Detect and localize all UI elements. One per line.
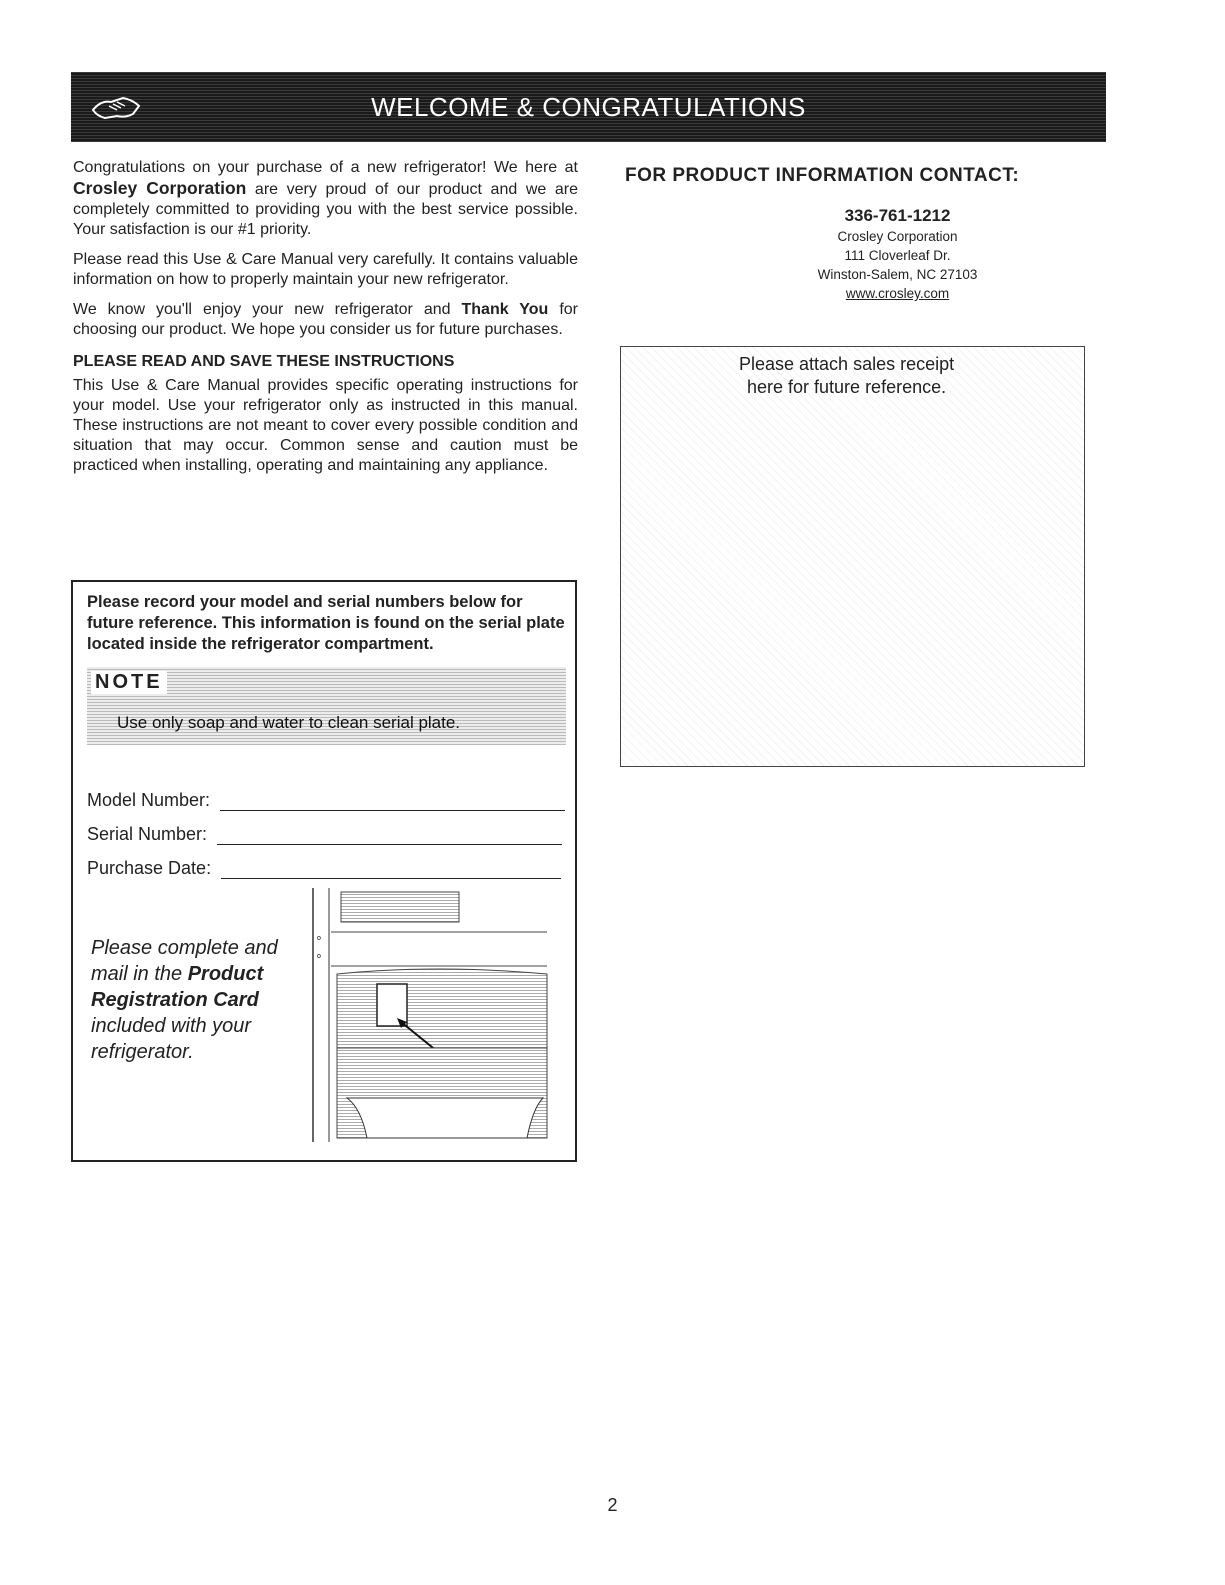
intro-paragraph-1 xyxy=(73,158,578,240)
page-title: WELCOME & CONGRATULATIONS xyxy=(371,92,806,122)
instructions-body: This Use & Care Manual provides specific operating instructions for your model. Use your refrigerator only as instructed in this manual. These instructions are not meant to cover every possible condition and situation that may occur. Common sense and caution must be practiced when installing, operating and maintaining any appliance. xyxy=(73,377,578,474)
serial-number-label: Serial Number: xyxy=(87,824,208,844)
intro-text: are very proud of our product and we are completely committed to providing you with the best service possible. Your satisfaction is our #1 priority. xyxy=(73,181,578,238)
record-box xyxy=(71,580,577,1162)
contact-street: 111 Cloverleaf Dr. xyxy=(844,248,951,263)
note-text: Use only soap and water to clean serial plate. xyxy=(117,713,461,732)
thank-you-text: Thank You xyxy=(461,301,549,318)
purchase-date-line[interactable] xyxy=(221,860,561,879)
registration-text-a: Please complete and mail in the xyxy=(91,937,278,985)
model-number-label: Model Number: xyxy=(87,790,211,810)
intro-paragraph-3 xyxy=(73,300,578,340)
contact-block xyxy=(700,206,1095,303)
contact-url-link[interactable]: www.crosley.com xyxy=(845,286,950,301)
page-number: 2 xyxy=(607,1495,618,1515)
intro-text: Congratulations on your purchase of a new refrigerator! We here at xyxy=(73,159,578,176)
model-number-field[interactable] xyxy=(87,790,565,811)
intro-column xyxy=(73,158,578,486)
fridge-illustration xyxy=(307,888,557,1142)
instructions-heading: PLEASE READ AND SAVE THESE INSTRUCTIONS xyxy=(73,353,455,370)
model-number-line[interactable] xyxy=(220,792,565,811)
sales-receipt-area xyxy=(620,346,1085,767)
purchase-date-label: Purchase Date: xyxy=(87,858,212,878)
note-label: NOTE xyxy=(91,671,167,694)
svg-text:o: o xyxy=(317,935,321,942)
record-intro: Please record your model and serial numbers below for future reference. This information is found on the serial plate located inside the refrigerator compartment. xyxy=(87,593,565,653)
contact-heading: FOR PRODUCT INFORMATION CONTACT: xyxy=(625,165,1020,186)
receipt-line-2: here for future reference. xyxy=(747,377,947,397)
purchase-date-field[interactable] xyxy=(87,858,561,879)
receipt-line-1: Please attach sales receipt xyxy=(739,354,955,374)
intro-text: for choosing our product. We hope you consider us for future purchases. xyxy=(73,301,578,338)
note-box xyxy=(87,667,566,745)
svg-text:o: o xyxy=(317,953,321,960)
intro-paragraph-2: Please read this Use & Care Manual very carefully. It contains valuable information on how to properly maintain your new refrigerator. xyxy=(73,251,578,288)
company-name: Crosley Corporation xyxy=(73,178,247,198)
registration-text xyxy=(91,935,291,1065)
serial-number-line[interactable] xyxy=(217,826,562,845)
serial-number-field[interactable] xyxy=(87,824,562,845)
contact-city: Winston-Salem, NC 27103 xyxy=(817,267,978,282)
contact-phone: 336-761-1212 xyxy=(844,206,951,225)
receipt-text xyxy=(739,353,954,399)
contact-company: Crosley Corporation xyxy=(837,229,958,244)
registration-card-name: Product Registration Card xyxy=(91,963,264,1011)
header-banner xyxy=(71,72,1106,142)
intro-text: We know you'll enjoy your new refrigerator and xyxy=(73,301,462,318)
registration-text-b: included with your refrigerator. xyxy=(91,1015,252,1063)
